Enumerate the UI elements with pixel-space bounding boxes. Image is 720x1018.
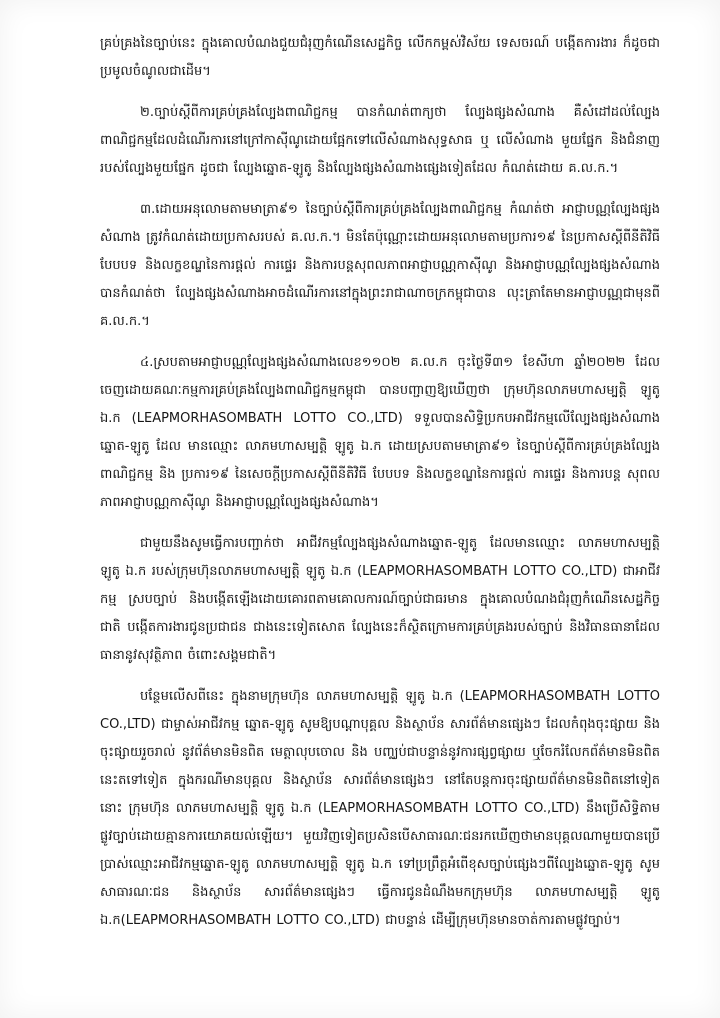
paragraph-confirmation: ជាមួយនឹងសូមធ្វើការបញ្ជាក់ថា អាជីវកម្មល្បែងផ្សងសំណាងឆ្នោត-ឡូតូ ដែលមានឈ្មោះ លាភមហាសម្បត្តិ ឡូតូ ឯ.ក របស់ក្រុមហ៊ុនលាភមហាសម្បត្តិ ឡូតូ ឯ.ក (LEAPMORHASOMBATH LOTTO CO.,LTD) ជាអាជីវកម្ម ស្របច្បាប់ និងបង្កើតឡើងដោយគោរពតាមគោលការណ៍ច្បាប់ជាធរមាន ក្នុងគោលបំណងជំរុញកំណើនសេដ្ឋកិច្ចជាតិ បង្កើតការងារជូនប្រជាជន ជាងនេះទៀតសោត ល្បែងនេះក៏ស្ថិតក្រោមការគ្រប់គ្រងរបស់ច្បាប់ និងវិធានធានាដែលធានានូវសុវត្ថិភាព ចំពោះសង្គមជាតិ។ xyxy=(100,536,660,663)
paragraph-continuation: គ្រប់គ្រងនៃច្បាប់នេះ ក្នុងគោលបំណងជួយជំរុញកំណើនសេដ្ឋកិច្ច លើកកម្ពស់វិស័យ ទេសចរណ៍ បង្កើតការងារ ក៏ដូចជាប្រមូលចំណូលជាដើម។ xyxy=(100,36,660,79)
document-body xyxy=(100,30,660,935)
paragraph-notice: បន្ថែមលើសពីនេះ ក្នុងនាមក្រុមហ៊ុន លាភមហាសម្បត្តិ ឡូតូ ឯ.ក (LEAPMORHASOMBATH LOTTO CO.,LTD) ជាម្ចាស់អាជីវកម្ម ឆ្នោត-ឡូតូ សូមឱ្យបណ្តាបុគ្គល និងស្ថាប័ន សារព័ត៌មានផ្សេងៗ ដែលកំពុងចុះផ្សាយ និង ចុះផ្សាយរួចរាល់ នូវព័ត៌មានមិនពិត មេត្តាលុបចោល និង បញ្ឈប់ជាបន្ទាន់នូវការផ្សព្វផ្សាយ ឬចែករំលែកព័ត៌មានមិនពិតនេះតទៅទៀត ក្នុងករណីមានបុគ្គល និងស្ថាប័ន សារព័ត៌មានផ្សេងៗ នៅតែបន្តការចុះផ្សាយព័ត៌មានមិនពិតនៅទៀត នោះ ក្រុមហ៊ុន លាភមហាសម្បត្តិ ឡូតូ ឯ.ក (LEAPMORHASOMBATH LOTTO CO.,LTD) នឹងប្រើសិទ្ធិតាមផ្លូវច្បាប់ដោយគ្មានការយោគយល់ឡើយ។ មួយវិញទៀតប្រសិនបើសាធារណៈជនរកឃើញថាមានបុគ្គលណាមួយបានប្រើប្រាស់ឈ្មោះអាជីវកម្មឆ្នោត-ឡូតូ លាភមហាសម្បត្តិ ឡូតូ ឯ.ក ទៅប្រព្រឹត្តអំពើខុសច្បាប់ផ្សេងៗពីល្បែងឆ្នោត-ឡូតូ សូមសាធារណៈជន និងស្ថាប័ន សារព័ត៌មានផ្សេងៗ ធ្វើការជូនដំណឹងមកក្រុមហ៊ុន លាភមហាសម្បត្តិ ឡូតូ ឯ.ក(LEAPMORHASOMBATH LOTTO CO.,LTD) ជាបន្ទាន់ ដើម្បីក្រុមហ៊ុនមានចាត់ការតាមផ្លូវច្បាប់។ xyxy=(100,689,660,928)
paragraph-item-2: ២.ច្បាប់ស្តីពីការគ្រប់គ្រងល្បែងពាណិជ្ជកម្ម បានកំណត់ពាក្យថា ល្បែងផ្សងសំណាង គឺសំដៅដល់ល្បែងពាណិជ្ជកម្មដែលដំណើរការនៅក្រៅកាស៊ីណូដោយផ្អែកទៅលើសំណាងសុទ្ធសាធ ឬ លើសំណាង មួយផ្នែក និងជំនាញរបស់ល្បែងមួយផ្នែក ដូចជា ល្បែងឆ្នោត-ឡូតូ និងល្បែងផ្សងសំណាងផ្សេងទៀតដែល កំណត់ដោយ គ.ល.ក.។ xyxy=(100,105,660,176)
paragraph-item-3: ៣.ដោយអនុលោមតាមមាត្រា៩១ នៃច្បាប់ស្តីពីការគ្រប់គ្រងល្បែងពាណិជ្ជកម្ម កំណត់ថា អាជ្ញាបណ្ណល្បែងផ្សងសំណាង ត្រូវកំណត់ដោយប្រកាសរបស់ គ.ល.ក.។ មិនតែប៉ុណ្ណោះដោយអនុលោមតាមប្រការ១៩ នៃប្រកាសស្តីពីនីតិវិធី បែបបទ និងលក្ខខណ្ឌនៃការផ្តល់ ការផ្ទេរ និងការបន្តសុពលភាពអាជ្ញាបណ្ណកាស៊ីណូ និងអាជ្ញាបណ្ណល្បែងផ្សងសំណាង បានកំណត់ថា ល្បែងផ្សងសំណាងអាចដំណើរការនៅក្នុងព្រះរាជាណាចក្រកម្ពុជាបាន លុះត្រាតែមានអាជ្ញាបណ្ណជាមុនពី គ.ល.ក.។ xyxy=(100,202,660,329)
paragraph-item-4: ៤.ស្របតាមអាជ្ញាបណ្ណល្បែងផ្សងសំណាងលេខ១១០២ គ.ល.ក ចុះថ្ងៃទី៣១ ខែសីហា ឆ្នាំ២០២២ ដែលចេញដោយគណៈកម្មការគ្រប់គ្រងល្បែងពាណិជ្ជកម្មកម្ពុជា បានបញ្ជាញឱ្យឃើញថា ក្រុមហ៊ុនលាភមហាសម្បត្តិ ឡូតូ ឯ.ក (LEAPMORHASOMBATH LOTTO CO.,LTD) ទទួលបានសិទ្ធិប្រកបអាជីវកម្មលើល្បែងផ្សងសំណាងឆ្នោត-ឡូតូ ដែល មានឈ្មោះ លាភមហាសម្បត្តិ ឡូតូ ឯ.ក ដោយស្របតាមមាត្រា៩១ នៃច្បាប់ស្តីពីការគ្រប់គ្រងល្បែងពាណិជ្ជកម្ម និង ប្រការ១៩ នៃសេចក្តីប្រកាសស្តីពីនីតិវិធី បែបបទ និងលក្ខខណ្ឌនៃការផ្តល់ ការផ្ទេរ និងការបន្ត សុពលភាពអាជ្ញាបណ្ណកាស៊ីណូ និងអាជ្ញាបណ្ណល្បែងផ្សងសំណាង។ xyxy=(100,355,660,510)
